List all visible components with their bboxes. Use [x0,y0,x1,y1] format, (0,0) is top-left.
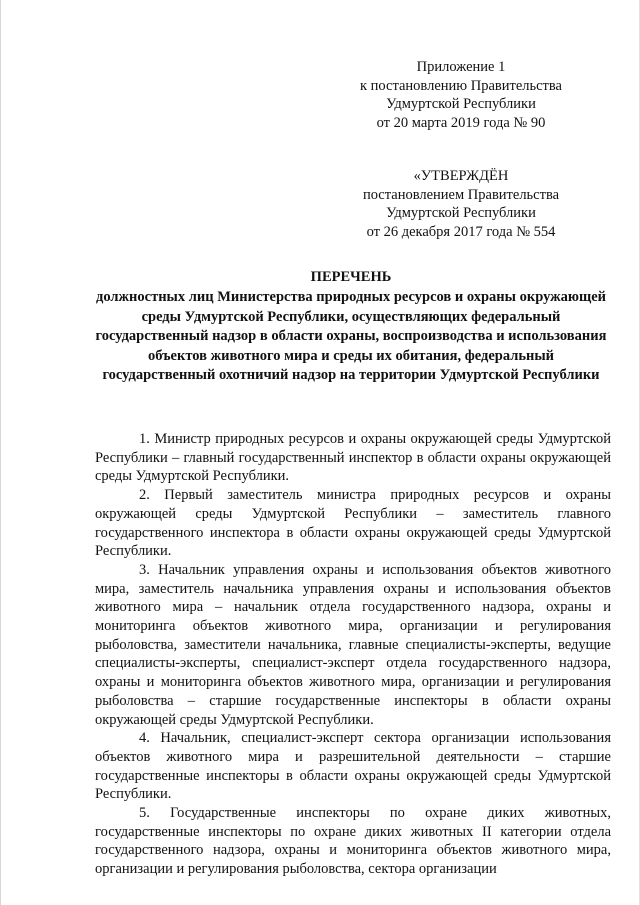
approval-line: «УТВЕРЖДЁН [413,168,509,184]
appendix-line: Удмуртской Республики [386,96,536,112]
appendix-line: Приложение 1 [416,59,506,75]
approval-line: Удмуртской Республики [386,205,536,221]
approval-block [341,167,581,241]
document-subtitle: должностных лиц Министерства природных ресурсов и охраны окружающей среды Удмуртской Республики, осуществляющих федеральный государственный надзор в области охраны, воспроизводства и использования объектов животного мира и среды их обитания, федеральный государственный охотничий надзор на территории Удмуртской Республики [95,289,607,384]
list-item: 4. Начальник, специалист-эксперт сектора организации использования объектов животного мира и разрешительной деятельности – старшие государственные инспекторы в области охраны окружающей среды Удмуртской Республики. [95,730,611,803]
list-item: 2. Первый заместитель министра природных ресурсов и охраны окружающей среды Удмуртской Республики – заместитель главного государственного инспектора в области охраны окружающей среды Удмуртской Республики. [95,487,611,560]
list-item: 3. Начальник управления охраны и использования объектов животного мира, заместитель начальника управления охраны и использования объектов животного мира – начальник отдела государственного надзора, охраны и мониторинга объектов животного мира, организации и регулирования рыболовства, заместители начальника, главные специалисты-эксперты, ведущие специалисты-эксперты, специалист-эксперт отдела государственного надзора, охраны и мониторинга объектов животного мира, организации и регулирования рыболовства – старшие государственные инспекторы в области охраны окружающей среды Удмуртской Республики. [95,561,611,728]
appendix-block [331,58,591,132]
list-item: 5. Государственные инспекторы по охране диких животных, государственные инспекторы по охране диких животных II категории отдела государственного надзора, охраны и мониторинга объектов животного мира, организации и регулирования рыболовства, сектора организации [95,805,611,878]
list-item: 1. Министр природных ресурсов и охраны окружающей среды Удмуртской Республики – главный государственный инспектор в области охраны окружающей среды Удмуртской Республики. [95,431,611,485]
document-title: ПЕРЕЧЕНЬ [310,269,392,285]
approval-line: постановлением Правительства [362,186,560,203]
appendix-line: к постановлению Правительства [360,77,562,94]
approval-line: от 26 декабря 2017 года № 554 [366,223,556,240]
appendix-line: от 20 марта 2019 года № 90 [376,114,546,131]
document-body [95,430,611,879]
